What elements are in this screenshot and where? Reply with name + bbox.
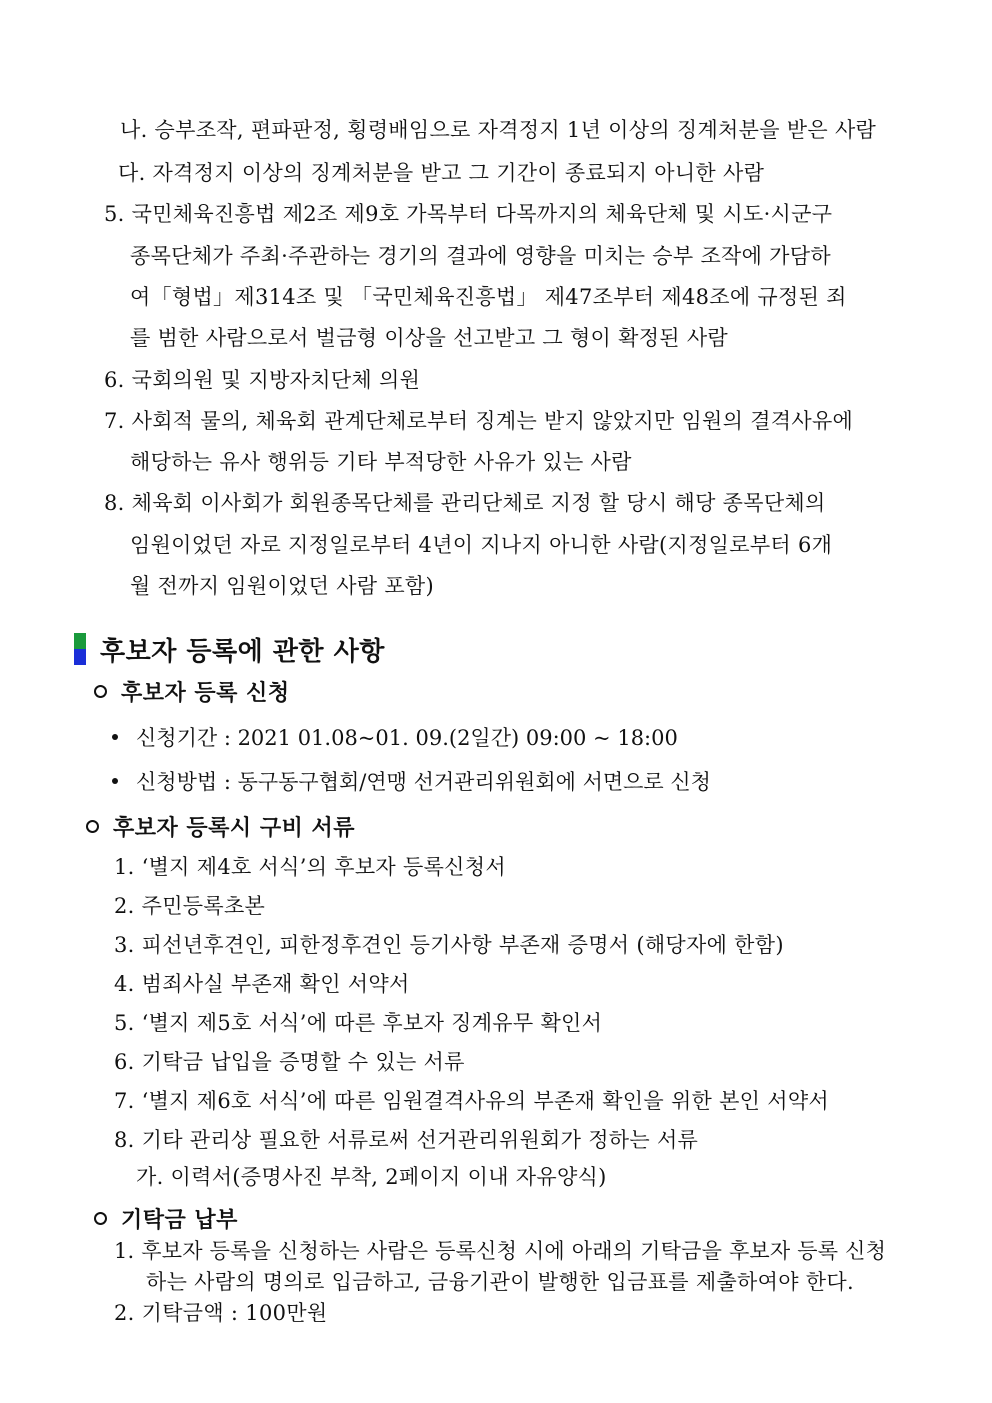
circle-bullet-icon	[94, 685, 107, 698]
list-item-continuation: 해당하는 유사 행위등 기타 부적당한 사유가 있는 사람	[130, 450, 632, 474]
dot-bullet-icon	[112, 778, 118, 784]
list-item: 7. ‘별지 제6호 서식’에 따른 임원결격사유의 부존재 확인을 위한 본인 서약서	[114, 1089, 829, 1113]
bullet-text: 신청방법 : 동구동구협회/연맹 선거관리위원회에 서면으로 신청	[136, 770, 711, 794]
list-item: 8. 기타 관리상 필요한 서류로써 선거관리위원회가 정하는 서류	[114, 1128, 699, 1152]
list-item: 6. 국회의원 및 지방자치단체 의원	[104, 368, 421, 392]
list-item-continuation: 하는 사람의 명의로 입금하고, 금융기관이 발행한 입금표를 제출하여야 한다.	[146, 1270, 854, 1294]
list-item: 4. 범죄사실 부존재 확인 서약서	[114, 972, 410, 996]
list-item-continuation: 여「형법」제314조 및 「국민체육진흥법」 제47조부터 제48조에 규정된 죄	[130, 285, 847, 309]
list-item: 나. 승부조작, 편파판정, 횡령배임으로 자격정지 1년 이상의 징계처분을 받은 사람	[120, 118, 877, 142]
section-marker-icon	[74, 633, 86, 665]
bullet-item	[112, 722, 678, 752]
section-heading	[74, 632, 385, 666]
subsection-title: 후보자 등록 신청	[121, 681, 290, 706]
list-item: 8. 체육회 이사회가 회원종목단체를 관리단체로 지정 할 당시 해당 종목단체의	[104, 491, 826, 515]
list-item: 2. 기탁금액 : 100만원	[114, 1301, 328, 1325]
subsection-registration	[94, 676, 290, 707]
subsection-title: 기탁금 납부	[121, 1208, 238, 1233]
list-item-continuation: 월 전까지 임원이었던 사람 포함)	[130, 574, 435, 598]
list-item: 7. 사회적 물의, 체육회 관계단체로부터 징계는 받지 않았지만 임원의 결격사유에	[104, 409, 854, 433]
list-item: 5. ‘별지 제5호 서식’에 따른 후보자 징계유무 확인서	[114, 1011, 603, 1035]
circle-bullet-icon	[86, 820, 99, 833]
dot-bullet-icon	[112, 734, 118, 740]
subsection-deposit	[94, 1203, 238, 1234]
circle-bullet-icon	[94, 1212, 107, 1225]
bullet-item	[112, 766, 711, 796]
list-sub-item: 가. 이력서(증명사진 부착, 2페이지 이내 자유양식)	[136, 1165, 607, 1189]
bullet-text: 신청기간 : 2021 01.08~01. 09.(2일간) 09:00 ~ 18:00	[136, 726, 678, 750]
list-item: 6. 기탁금 납입을 증명할 수 있는 서류	[114, 1050, 465, 1074]
list-item: 5. 국민체육진흥법 제2조 제9호 가목부터 다목까지의 체육단체 및 시도·시군구	[104, 202, 833, 226]
list-item: 1. 후보자 등록을 신청하는 사람은 등록신청 시에 아래의 기탁금을 후보자 등록 신청	[114, 1239, 887, 1263]
subsection-documents	[86, 811, 355, 842]
section-title: 후보자 등록에 관한 사항	[100, 636, 385, 667]
list-item: 3. 피선년후견인, 피한정후견인 등기사항 부존재 증명서 (해당자에 한함)	[114, 933, 784, 957]
list-item-continuation: 종목단체가 주최·주관하는 경기의 결과에 영향을 미치는 승부 조작에 가담하	[130, 244, 831, 268]
subsection-title: 후보자 등록시 구비 서류	[113, 816, 355, 841]
list-item: 2. 주민등록초본	[114, 894, 266, 918]
list-item: 다. 자격정지 이상의 징계처분을 받고 그 기간이 종료되지 아니한 사람	[118, 161, 765, 185]
list-item: 1. ‘별지 제4호 서식’의 후보자 등록신청서	[114, 855, 506, 879]
list-item-continuation: 를 범한 사람으로서 벌금형 이상을 선고받고 그 형이 확정된 사람	[130, 326, 729, 350]
list-item-continuation: 임원이었던 자로 지정일로부터 4년이 지나지 아니한 사람(지정일로부터 6개	[130, 533, 833, 557]
